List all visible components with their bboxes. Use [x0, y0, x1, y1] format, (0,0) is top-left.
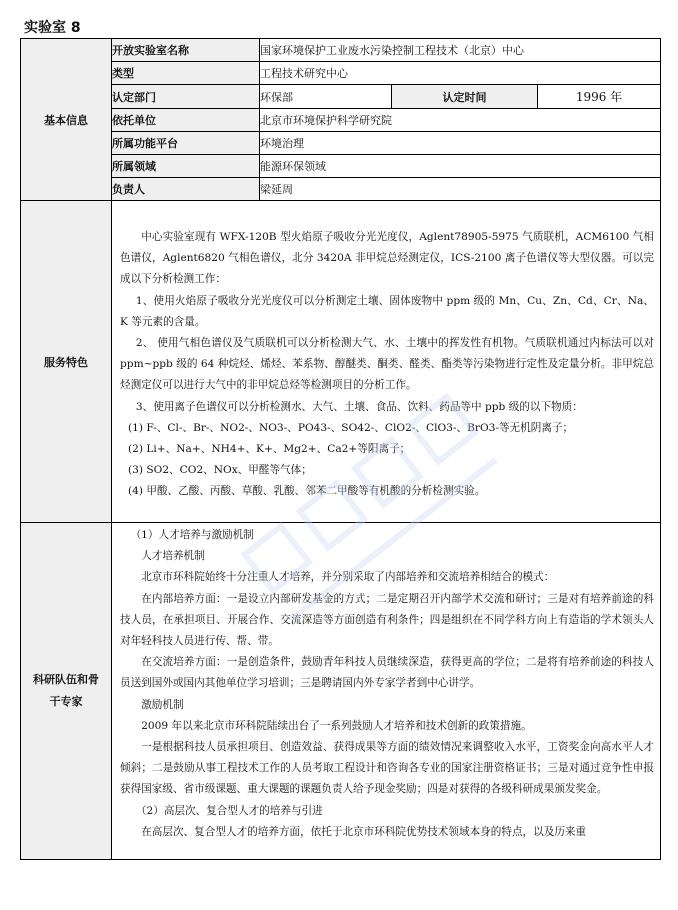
lab-name-value: 国家环境保护工业废水污染控制工程技术（北京）中心 [260, 39, 661, 62]
lab-name-label: 开放实验室名称 [112, 39, 260, 62]
team-paragraph: 北京市环科院始终十分注重人才培养，并分别采取了内部培养和交流培养相结合的模式： [141, 571, 555, 584]
field-value: 能源环保领域 [260, 155, 661, 178]
section-research-team [21, 523, 112, 860]
service-paragraph: 1、使用火焰原子吸收分光光度仪可以分析测定土壤、固体废物中 ppm 级的 Mn、Cu、Zn、Cd、Cr、Na、K 等元素的含量。 [120, 294, 655, 328]
team-paragraph: 在交流培养方面：一是创造条件，鼓励青年科技人员继续深造，获得更高的学位；二是将有培养前途的科技人员送到国外或国内其他单位学习培训；三是聘请国内外专家学者到中心讲学。 [120, 656, 655, 690]
type-value: 工程技术研究中心 [260, 62, 661, 85]
service-paragraph: 2、 使用气相色谱仪及气质联机可以分析检测大气、水、土壤中的挥发性有机物。气质联机通过内标法可以对 ppm~ppb 级的 64 种烷烃、烯烃、苯系物、醇醚类、酮类、醛类、酯类等污染物进行定性及定量分析。非甲烷总烃测定仪可以进行大气中的非甲烷总烃等检测项目的分析工作。 [120, 337, 655, 392]
section-research-team-line2: 干专家 [49, 695, 83, 708]
team-subheading: 人才培养机制 [141, 550, 205, 563]
team-subheading: 激励机制 [141, 698, 184, 711]
dept-label: 认定部门 [112, 85, 260, 109]
service-list-item: (2) Li+、Na+、NH4+、K+、Mg2+、Ca2+等阳离子； [128, 443, 411, 456]
team-heading: （2）高层次、复合型人才的培养与引进 [135, 804, 323, 817]
time-label: 认定时间 [392, 85, 538, 109]
team-heading: （1）人才培养与激励机制 [130, 529, 254, 541]
leader-value: 梁延周 [260, 178, 661, 201]
page-title: 实验室 8 [24, 20, 81, 36]
host-value: 北京市环境保护科学研究院 [260, 109, 661, 132]
team-paragraph: 在内部培养方面：一是设立内部研发基金的方式；二是定期召开内部学术交流和研讨；三是对有培养前途的科技人员，在承担项目、开展合作、交流深造等方面创造有利条件；四是组织在不同学科方向上有造诣的学术领头人对年轻科技人员进行传、帮、带。 [120, 592, 655, 648]
service-content [112, 201, 661, 523]
dept-value: 环保部 [260, 85, 392, 109]
service-list-item: (3) SO2、CO2、NOx、甲醛等气体； [128, 464, 312, 477]
team-content [112, 523, 661, 860]
section-basic-info: 基本信息 [21, 39, 112, 201]
team-paragraph: 2009 年以来北京市环科院陆续出台了一系列鼓励人才培养和技术创新的政策措施。 [141, 719, 532, 732]
section-research-team-line1: 科研队伍和骨 [33, 673, 99, 686]
host-label: 依托单位 [112, 109, 260, 132]
service-list-item: (1) F-、Cl-、Br-、NO2-、NO3-、PO43-、SO42-、ClO2-、ClO3-、BrO3-等无机阴离子； [128, 421, 574, 434]
team-paragraph: 在高层次、复合型人才的培养方面，依托于北京市环科院优势技术领域本身的特点，以及历来重 [141, 825, 587, 838]
service-paragraph: 3、使用离子色谱仪可以分析检测水、大气、土壤、食品、饮料、药品等中 ppb 级的以下物质： [135, 400, 583, 413]
lab-info-table [20, 38, 661, 860]
platform-value: 环境治理 [260, 132, 661, 155]
field-label: 所属领域 [112, 155, 260, 178]
team-paragraph: 一是根据科技人员承担项目、创造效益、获得成果等方面的绩效情况来调整收入水平，工资奖金向高水平人才倾斜；二是鼓励从事工程技术工作的人员考取工程设计和咨询各专业的国家注册资格证书；三是对通过竞争性申报获得国家级、省市级课题、重大课题的课题负责人给予现金奖励；四是对获得的各级科研成果颁发奖金。 [120, 741, 655, 796]
leader-label: 负责人 [112, 178, 260, 201]
time-value: 1996 年 [538, 85, 661, 109]
type-label: 类型 [112, 62, 260, 85]
service-paragraph: 中心实验室现有 WFX-120B 型火焰原子吸收分光光度仪，Aglent78905-5975 气质联机，ACM6100 气相色谱仪，Aglent6820 气相色谱仪，北分 3420A 非甲烷总烃测定仪，ICS-2100 离子色谱仪等大型仪器。可以完成以下分析检测工作： [120, 231, 655, 286]
service-list-item: (4) 甲酸、乙酸、丙酸、草酸、乳酸、邻苯二甲酸等有机酸的分析检测实验。 [128, 485, 486, 498]
platform-label: 所属功能平台 [112, 132, 260, 155]
section-service: 服务特色 [21, 201, 112, 523]
